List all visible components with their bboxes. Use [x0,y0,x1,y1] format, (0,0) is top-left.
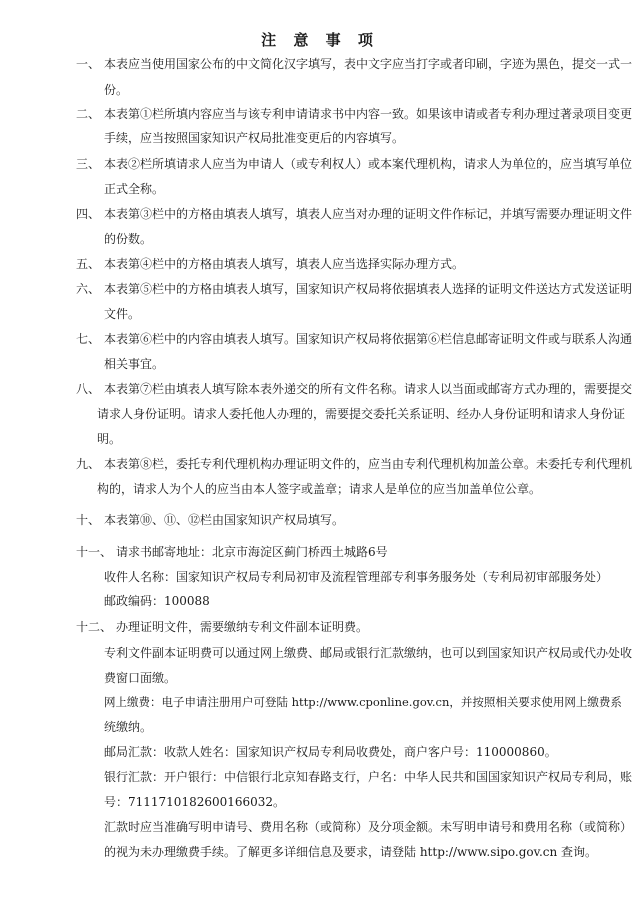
item-number: 十一、 [76,545,113,559]
item-text: 本表②栏所填请求人应当为申请人（或专利权人）或本案代理机构，请求人为单位的，应当填写单位 [104,157,633,171]
item-text: 相关事宜。 [104,357,165,371]
postal-code: 邮政编码：100088 [104,594,210,608]
item-text: 本表第③栏中的方格由填表人填写，填表人应当对办理的证明文件作标记，并填写需要办理证明文件 [104,207,633,221]
online-payment-cont: 统缴纳。 [104,720,153,734]
item-number: 十二、 [76,620,113,634]
item-text: 份。 [104,83,129,97]
fee-payment-methods: 专利文件副本证明费可以通过网上缴费、邮局或银行汇款缴纳，也可以到国家知识产权局或代办处收 [104,646,633,660]
item-text: 本表应当使用国家公布的中文简化汉字填写，表中文字应当打字或者印刷，字迹为黑色，提交一式一 [104,57,633,71]
fee-payment-methods-cont: 费窗口面缴。 [104,671,177,685]
item-number: 一、 [76,57,101,71]
item-text: 构的，请求人为个人的应当由本人签字或盖章；请求人是单位的应当加盖单位公章。 [97,482,542,496]
item-text: 本表第⑦栏由填表人填写除本表外递交的所有文件名称。请求人以当面或邮寄方式办理的，需要提交 [104,382,633,396]
postal-remittance: 邮局汇款：收款人姓名：国家知识产权局专利局收费处，商户客户号：110000860。 [104,745,557,759]
item-number: 十、 [76,513,101,527]
item-text: 本表第⑥栏中的内容由填表人填写。国家知识产权局将依据第⑥栏信息邮寄证明文件或与联系人沟通 [104,332,633,346]
item-number: 四、 [76,207,101,221]
item-text: 本表第⑩、⑪、⑫栏由国家知识产权局填写。 [104,513,345,527]
bank-remittance: 银行汇款：开户银行：中信银行北京知春路支行，户名：中华人民共和国国家知识产权局专利局，账 [104,770,633,784]
online-payment: 网上缴费：电子申请注册用户可登陆 http://www.cponline.gov.cn，并按照相关要求使用网上缴费系 [104,695,622,709]
item-text: 请求人身份证明。请求人委托他人办理的，需要提交委托关系证明、经办人身份证明和请求人身份证 [97,407,626,421]
page-title: 注 意 事 项 [261,31,379,49]
item-number: 二、 [76,107,101,121]
item-text: 办理证明文件，需要缴纳专利文件副本证明费。 [116,620,369,634]
item-text: 本表第①栏所填内容应当与该专利申请请求书中内容一致。如果该申请或者专利办理过著录项目变更 [104,107,633,121]
remittance-note: 汇款时应当准确写明申请号、费用名称（或简称）及分项金额。未写明申请号和费用名称（或简称） [104,820,633,834]
item-text: 本表第⑧栏，委托专利代理机构办理证明文件的，应当由专利代理机构加盖公章。未委托专利代理机 [104,457,633,471]
recipient-name: 收件人名称：国家知识产权局专利局初审及流程管理部专利事务服务处（专利局初审部服务处） [104,570,609,584]
item-text: 正式全称。 [104,182,165,196]
item-number: 六、 [76,282,101,296]
item-text: 本表第⑤栏中的方格由填表人填写，国家知识产权局将依据填表人选择的证明文件送达方式发送证明 [104,282,633,296]
item-text: 文件。 [104,307,141,321]
item-number: 七、 [76,332,101,346]
remittance-note-cont: 的视为未办理缴费手续。了解更多详细信息及要求，请登陆 http://www.sipo.gov.cn 查询。 [104,845,598,859]
mailing-address: 请求书邮寄地址：北京市海淀区蓟门桥西土城路6号 [116,545,388,559]
item-text: 手续，应当按照国家知识产权局批准变更后的内容填写。 [104,131,405,145]
item-text: 明。 [97,432,122,446]
item-number: 三、 [76,157,101,171]
item-number: 五、 [76,257,101,271]
bank-account-number: 号：7111710182600166032。 [104,795,286,809]
item-number: 八、 [76,382,101,396]
item-text: 本表第④栏中的方格由填表人填写，填表人应当选择实际办理方式。 [104,257,465,271]
item-text: 的份数。 [104,232,153,246]
item-number: 九、 [76,457,101,471]
